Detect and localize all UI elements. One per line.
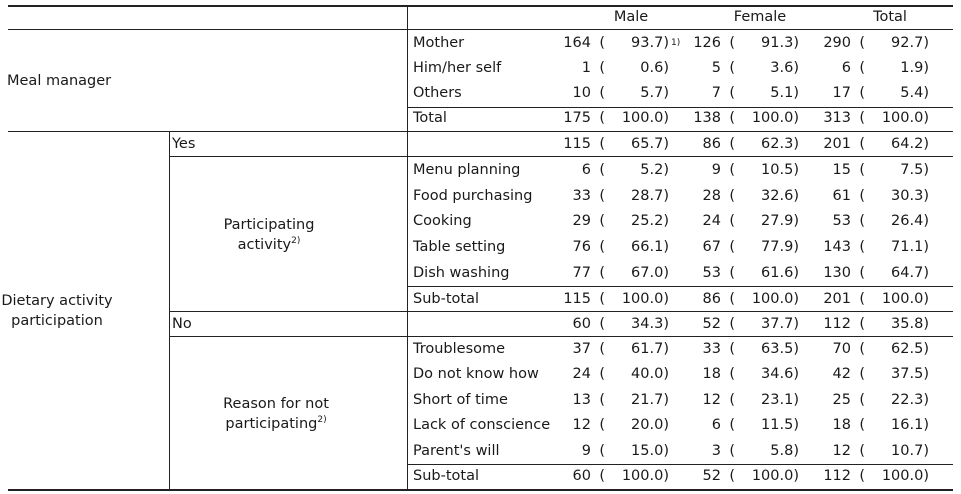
group-label-participating: Participating activity$^{2)}$ (223, 217, 315, 253)
row-label: Mother (413, 35, 465, 51)
row-label-yes: Yes (172, 136, 196, 152)
rule-before-no (169, 311, 953, 312)
row-label: Total (413, 110, 447, 126)
row-label: Troublesome (413, 341, 506, 357)
row-label: Table setting (413, 239, 506, 255)
rule-before-subtotal-1 (407, 286, 953, 287)
row-label: Parent's will (413, 443, 500, 459)
row-label: Menu planning (413, 162, 521, 178)
column-divider-left (169, 131, 170, 490)
row-label: Short of time (413, 392, 508, 408)
row-label: Sub-total (413, 291, 479, 307)
rule-before-total (407, 107, 953, 108)
section-rule (8, 131, 953, 132)
row-label: Food purchasing (413, 188, 533, 204)
row-label-no: No (172, 316, 192, 332)
rule-before-subtotal-2 (407, 464, 953, 465)
row-label: Others (413, 85, 462, 101)
header-male: Male (613, 9, 649, 25)
section-label-meal-manager: Meal manager (7, 73, 112, 89)
row-label: Cooking (413, 213, 472, 229)
header-total: Total (873, 9, 907, 25)
section-label-dietary: Dietary activity participation (1, 293, 113, 329)
group-label-not-participating: Reason for not participating$^{2)}$ (223, 396, 329, 432)
header-female: Female (733, 9, 787, 25)
rule-after-no (169, 336, 953, 337)
row-label: Do not know how (413, 366, 539, 382)
row-label: Him/her self (413, 60, 502, 76)
header-rule (8, 29, 953, 30)
row-label: Sub-total (413, 468, 479, 484)
table-bottom-rule (8, 489, 953, 491)
column-divider (407, 5, 408, 490)
row-label: Lack of conscience (413, 417, 551, 433)
row-label: Dish washing (413, 265, 510, 281)
rule-after-yes (169, 156, 953, 157)
